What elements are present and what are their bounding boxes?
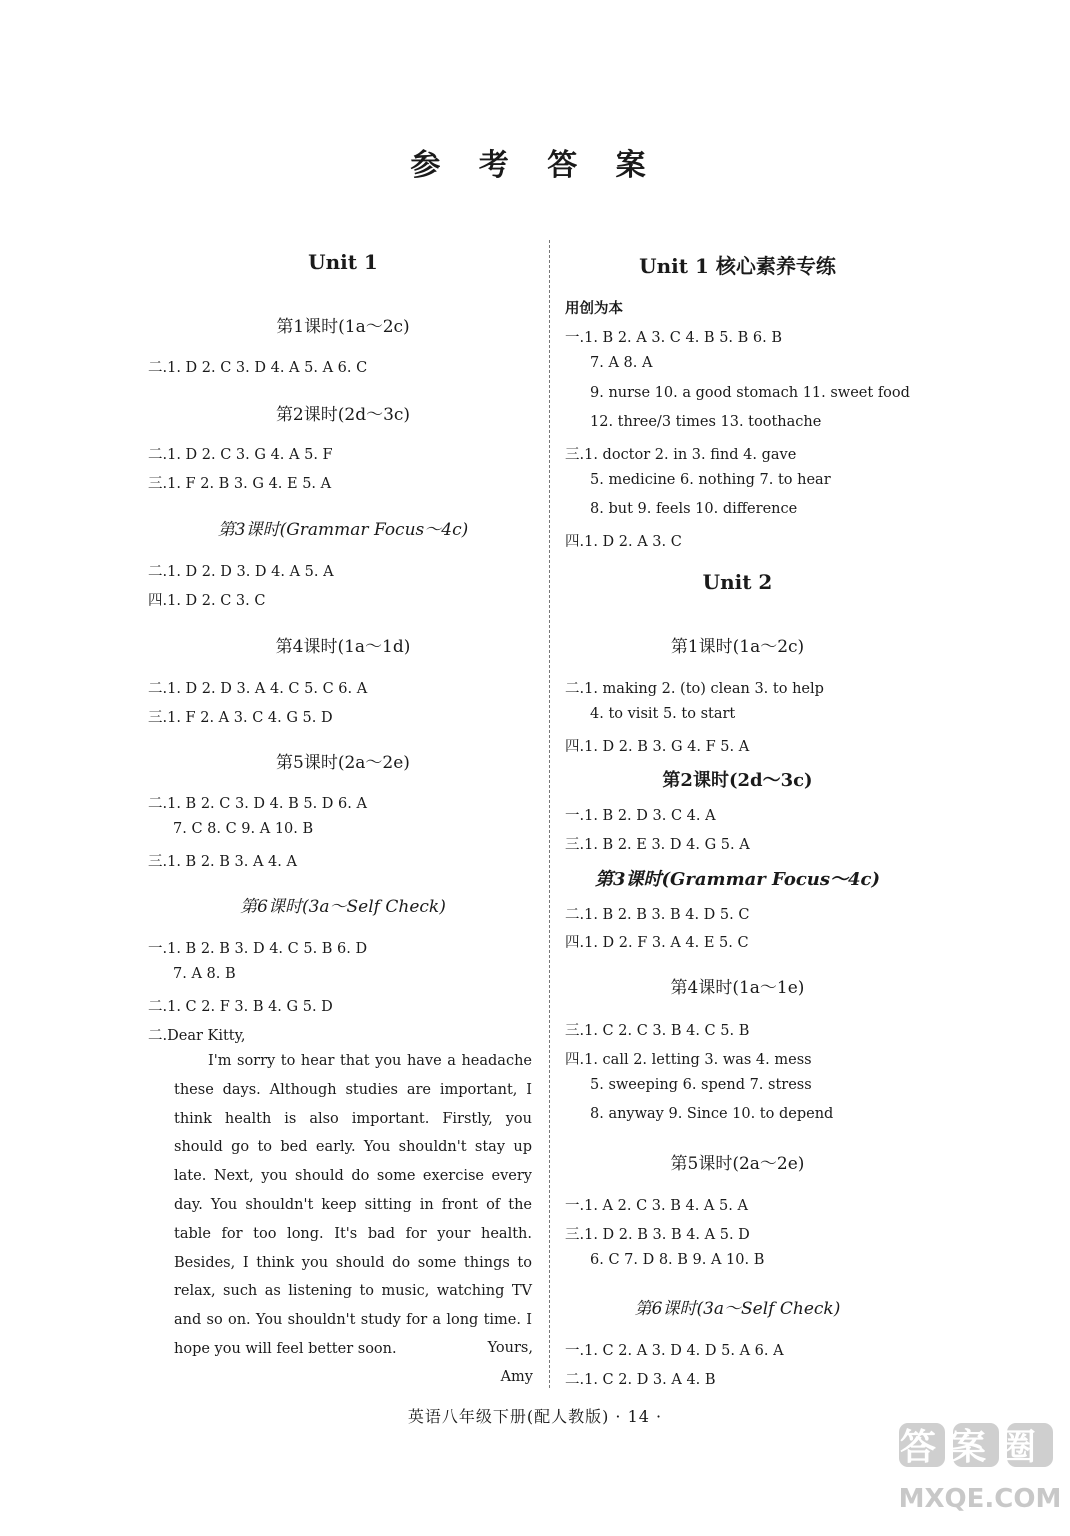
page-footer: 英语八年级下册(配人教版) · 14 · bbox=[407, 1407, 663, 1426]
lesson-heading: 第3课时(Grammar Focus～4c) bbox=[217, 520, 469, 540]
answer-line: 一.1. C 2. A 3. D 4. D 5. A 6. A bbox=[565, 1343, 784, 1359]
answer-line: 二.1. D 2. D 3. A 4. C 5. C 6. A bbox=[148, 681, 368, 697]
answer-line: 四.1. D 2. C 3. C bbox=[148, 593, 266, 609]
lesson-heading: 第5课时(2a～2e) bbox=[670, 1154, 805, 1174]
answer-line: 4. to visit 5. to start bbox=[590, 706, 736, 722]
answer-line: 7. A 8. A bbox=[590, 355, 653, 371]
answer-line: 三.1. D 2. B 3. B 4. A 5. D bbox=[565, 1227, 750, 1243]
letter-closing: Yours, bbox=[487, 1340, 533, 1356]
answer-line: 二.1. making 2. (to) clean 3. to help bbox=[565, 681, 824, 697]
answer-line: 三.1. doctor 2. in 3. find 4. gave bbox=[565, 447, 797, 463]
answer-line: 5. sweeping 6. spend 7. stress bbox=[590, 1077, 812, 1093]
letter-greeting: 二.Dear Kitty, bbox=[148, 1028, 246, 1044]
watermark-logo bbox=[895, 1415, 1065, 1530]
answer-line: 一.1. B 2. A 3. C 4. B 5. B 6. B bbox=[565, 330, 783, 346]
lesson-heading: 第6课时(3a～Self Check) bbox=[634, 1299, 841, 1319]
answer-line: 7. A 8. B bbox=[173, 966, 236, 982]
column-divider bbox=[549, 240, 550, 1388]
lesson-heading: 第5课时(2a～2e) bbox=[276, 753, 410, 773]
lesson-heading: 第3课时(Grammar Focus～4c) bbox=[594, 869, 881, 890]
lesson-heading: 第2课时(2d～3c) bbox=[275, 405, 411, 425]
page-title: 参 考 答 案 bbox=[410, 148, 660, 183]
answer-line: 5. medicine 6. nothing 7. to hear bbox=[590, 472, 831, 488]
unit-1-core-heading: Unit 1 核心素养专练 bbox=[639, 254, 836, 278]
answer-line: 二.1. D 2. C 3. D 4. A 5. A 6. C bbox=[148, 360, 368, 376]
answer-line: 三.1. C 2. C 3. B 4. C 5. B bbox=[565, 1023, 750, 1039]
answer-line: 12. three/3 times 13. toothache bbox=[590, 414, 822, 430]
answer-line: 7. C 8. C 9. A 10. B bbox=[173, 821, 314, 837]
answer-line: 二.1. D 2. D 3. D 4. A 5. A bbox=[148, 564, 334, 580]
answer-line: 四.1. D 2. F 3. A 4. E 5. C bbox=[565, 935, 749, 951]
lesson-heading: 第4课时(1a～1d) bbox=[275, 637, 411, 657]
answer-line: 8. but 9. feels 10. difference bbox=[590, 501, 798, 517]
answer-line: 三.1. B 2. E 3. D 4. G 5. A bbox=[565, 837, 750, 853]
answer-line: 一.1. B 2. B 3. D 4. C 5. B 6. D bbox=[148, 941, 368, 957]
answer-line: 二.1. C 2. F 3. B 4. G 5. D bbox=[148, 999, 333, 1015]
letter-signature: Amy bbox=[500, 1369, 533, 1385]
unit-2-heading: Unit 2 bbox=[702, 570, 773, 594]
svg-text:答案圈: 答案圈 bbox=[899, 1427, 1051, 1468]
answer-line: 四.1. call 2. letting 3. was 4. mess bbox=[565, 1052, 812, 1068]
answer-line: 三.1. F 2. B 3. G 4. E 5. A bbox=[148, 476, 332, 492]
answer-line: 二.1. B 2. C 3. D 4. B 5. D 6. A bbox=[148, 796, 367, 812]
lesson-heading: 第1课时(1a～2c) bbox=[276, 317, 410, 337]
answer-line: 四.1. D 2. B 3. G 4. F 5. A bbox=[565, 739, 750, 755]
section-subheading: 用创为本 bbox=[565, 300, 623, 317]
answer-line: 三.1. B 2. B 3. A 4. A bbox=[148, 854, 297, 870]
answer-line: 四.1. D 2. A 3. C bbox=[565, 534, 682, 550]
answer-line: 6. C 7. D 8. B 9. A 10. B bbox=[590, 1252, 765, 1268]
answer-line: 二.1. C 2. D 3. A 4. B bbox=[565, 1372, 716, 1388]
answer-line: 一.1. A 2. C 3. B 4. A 5. A bbox=[565, 1198, 748, 1214]
letter-body: I'm sorry to hear that you have a headache these days. Although studies are important, I think health is also important. Firstly, you should go to bed early. You shouldn't stay up late. Next, you should do some exercise every day. You shouldn't keep sitting in front of the table for too long. It's bad for your health. Besides, I think you should do some things to relax, such as listening to music, watching TV and so on. You shouldn't study for a long time. I hope you will feel better soon. bbox=[174, 1053, 532, 1357]
answer-line: 一.1. B 2. D 3. C 4. A bbox=[565, 808, 716, 824]
lesson-heading: 第4课时(1a～1e) bbox=[670, 978, 805, 998]
svg-text:MXQE.COM: MXQE.COM bbox=[898, 1484, 1062, 1514]
answer-line: 二.1. B 2. B 3. B 4. D 5. C bbox=[565, 907, 750, 923]
lesson-heading: 第6课时(3a～Self Check) bbox=[240, 897, 446, 917]
answer-line: 三.1. F 2. A 3. C 4. G 5. D bbox=[148, 710, 333, 726]
answer-line: 9. nurse 10. a good stomach 11. sweet food bbox=[590, 385, 910, 401]
answer-line: 8. anyway 9. Since 10. to depend bbox=[590, 1106, 834, 1122]
unit-1-heading: Unit 1 bbox=[308, 250, 378, 274]
answer-line: 二.1. D 2. C 3. G 4. A 5. F bbox=[148, 447, 333, 463]
lesson-heading: 第2课时(2d～3c) bbox=[662, 770, 813, 791]
lesson-heading: 第1课时(1a～2c) bbox=[670, 637, 805, 657]
